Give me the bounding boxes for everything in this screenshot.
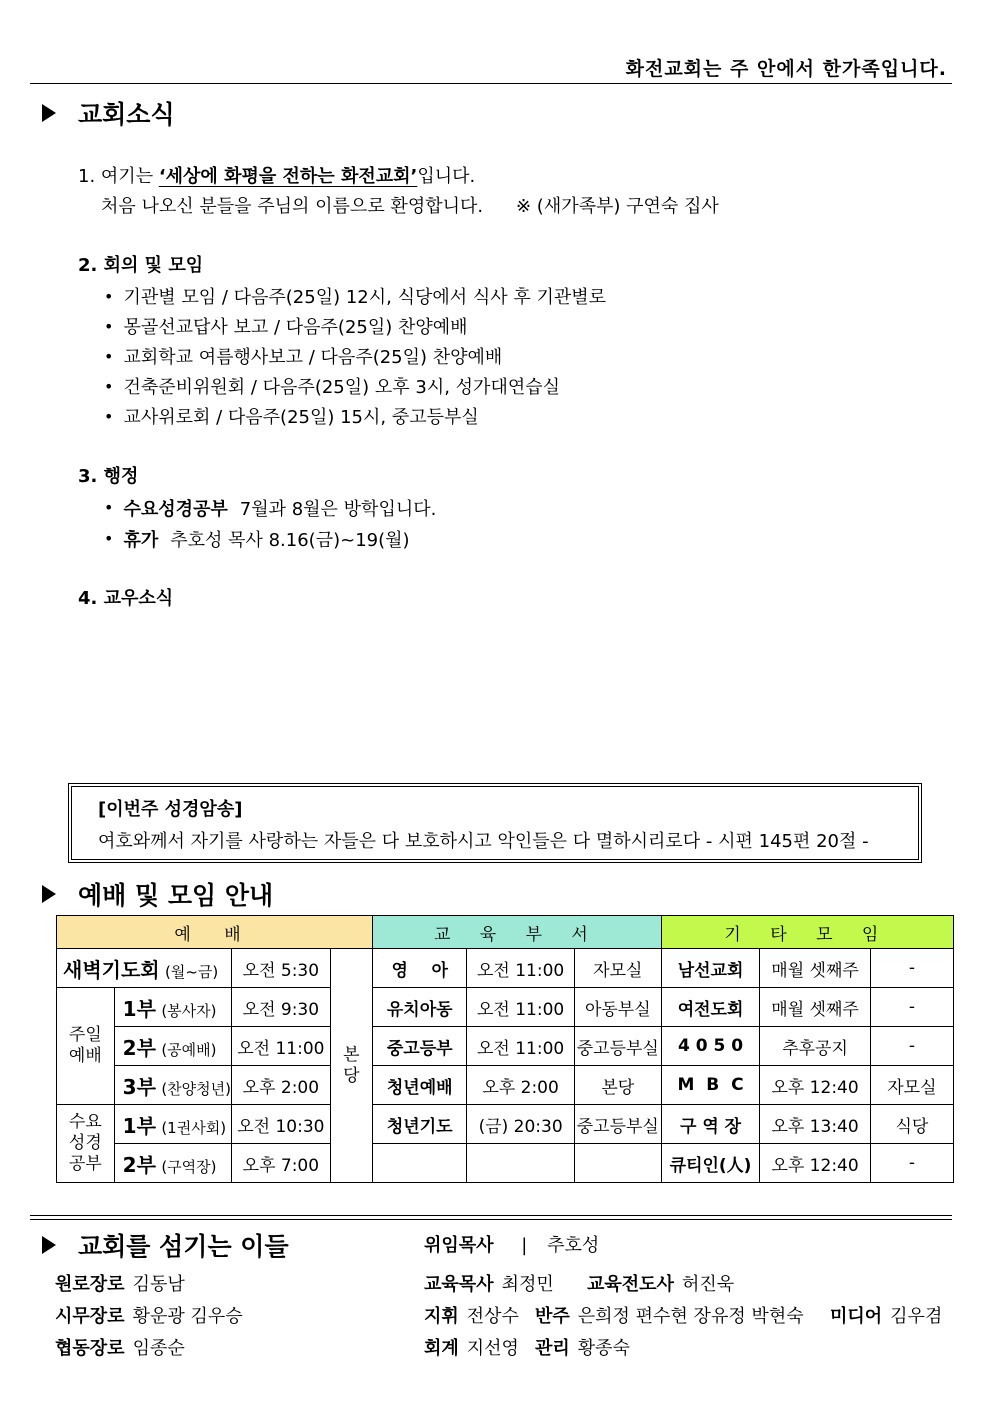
other-name: 큐티인(人) [661, 1144, 760, 1183]
empty-cell [373, 1144, 467, 1183]
welcome-text: 처음 나오신 분들을 주님의 이름으로 환영합니다. [101, 196, 484, 217]
table-row [57, 949, 954, 988]
staff-title: 교회를 섬기는 이들 [78, 1232, 289, 1261]
education-name: 청년예배 [373, 1066, 467, 1105]
other-place: - [870, 1027, 953, 1066]
worship-name: 2부 (공예배) [114, 1027, 231, 1066]
schedule-section-heading [42, 876, 273, 912]
staff-entry: 미디어 김우겸 [830, 1306, 943, 1327]
education-place: 중고등부실 [574, 1027, 661, 1066]
triangle-bullet-icon [42, 1236, 56, 1254]
news-item-1-line2 [101, 192, 483, 218]
other-place: - [870, 949, 953, 988]
other-name: 구 역 장 [661, 1105, 760, 1144]
verse-title: [이번주 성경암송] [98, 799, 243, 820]
staff-entry: 원로장로 김동남 [55, 1274, 185, 1295]
empty-cell [467, 1144, 575, 1183]
footer-divider [30, 1219, 952, 1220]
other-time: 매월 셋째주 [760, 949, 870, 988]
meetings-heading: 2. 회의 및 모임 [78, 255, 204, 276]
news-title: 교회소식 [78, 100, 175, 129]
table-row [57, 1027, 954, 1066]
education-place: 중고등부실 [574, 1105, 661, 1144]
other-place: - [870, 1144, 953, 1183]
list-item: • 건축준비위원회 / 다음주(25일) 오후 3시, 성가대연습실 [104, 376, 560, 398]
list-item: • 휴가 추호성 목사 8.16(금)~19(월) [104, 529, 410, 551]
other-header: 기 타 모 임 [661, 916, 953, 949]
staff-entry: 회계 지선영 [424, 1338, 519, 1359]
triangle-bullet-icon [42, 104, 56, 122]
worship-place: 본 당 [330, 949, 372, 1183]
triangle-bullet-icon [42, 885, 56, 903]
other-place: 자모실 [870, 1066, 953, 1105]
table-row [57, 1066, 954, 1105]
item-text: 입니다. [417, 166, 476, 187]
admin-heading: 3. 행정 [78, 466, 139, 487]
education-name: 영 아 [373, 949, 467, 988]
worship-time: 오후 2:00 [232, 1066, 331, 1105]
worship-name: 새벽기도회 (월~금) [57, 949, 232, 988]
table-header-row [57, 916, 954, 949]
staff-entry: 지휘 전상수 [424, 1306, 519, 1327]
table-row [57, 1144, 954, 1183]
verse-text: 여호와께서 자기를 사랑하는 자들은 다 보호하시고 악인들은 다 멸하시리로다 - 시편 145편 20절 - [98, 831, 869, 852]
welcome-note: ※ (새가족부) 구연숙 집사 [516, 196, 719, 217]
education-header: 교 육 부 서 [373, 916, 662, 949]
staff-entry: 교육목사 최정민 [424, 1274, 554, 1295]
staff-entry: 시무장로 황운광 김우승 [55, 1306, 243, 1327]
education-place: 자모실 [574, 949, 661, 988]
other-name: 여전도회 [661, 988, 760, 1027]
list-item: • 기관별 모임 / 다음주(25일) 12시, 식당에서 식사 후 기관별로 [104, 286, 606, 308]
worship-name: 2부 (구역장) [114, 1144, 231, 1183]
education-time: 오전 11:00 [467, 988, 575, 1027]
education-time: 오전 11:00 [467, 1027, 575, 1066]
list-item: • 교회학교 여름행사보고 / 다음주(25일) 찬양예배 [104, 346, 503, 368]
other-time: 추후공지 [760, 1027, 870, 1066]
education-name: 청년기도 [373, 1105, 467, 1144]
empty-cell [574, 1144, 661, 1183]
education-place: 본당 [574, 1066, 661, 1105]
list-item: • 수요성경공부 7월과 8월은 방학입니다. [104, 498, 437, 520]
wednesday-study-label: 수요 성경 공부 [57, 1105, 115, 1183]
education-time: (금) 20:30 [467, 1105, 575, 1144]
table-row [57, 988, 954, 1027]
other-time: 매월 셋째주 [760, 988, 870, 1027]
other-name: M B C [661, 1066, 760, 1105]
education-name: 유치아동 [373, 988, 467, 1027]
meetings-list [104, 281, 606, 431]
footer-divider [30, 1215, 952, 1216]
education-place: 아동부실 [574, 988, 661, 1027]
staff-section-heading [42, 1227, 289, 1263]
other-place: 식당 [870, 1105, 953, 1144]
memory-verse-box [68, 783, 922, 863]
worship-header: 예 배 [57, 916, 373, 949]
worship-name: 1부 (1권사회) [114, 1105, 231, 1144]
members-news-heading: 4. 교우소식 [78, 588, 174, 609]
schedule-title: 예배 및 모임 안내 [78, 881, 274, 910]
item-text: 여기는 [100, 166, 159, 187]
other-time: 오후 12:40 [760, 1144, 870, 1183]
other-name: 남선교회 [661, 949, 760, 988]
worship-time: 오후 7:00 [232, 1144, 331, 1183]
education-time: 오후 2:00 [467, 1066, 575, 1105]
schedule-table [56, 915, 954, 1183]
staff-entry: 협동장로 임종순 [55, 1338, 185, 1359]
worship-name: 1부 (봉사자) [114, 988, 231, 1027]
staff-entry: 반주 은희정 편수현 장유정 박현숙 [535, 1306, 804, 1327]
worship-time: 오전 9:30 [232, 988, 331, 1027]
church-motto: 화전교회는 주 안에서 한가족입니다. [625, 58, 947, 80]
other-place: - [870, 988, 953, 1027]
admin-list [104, 492, 436, 554]
worship-time: 오전 5:30 [232, 949, 331, 988]
worship-time: 오전 11:00 [232, 1027, 331, 1066]
sunday-worship-label: 주일 예배 [57, 988, 115, 1105]
education-time: 오전 11:00 [467, 949, 575, 988]
other-time: 오후 13:40 [760, 1105, 870, 1144]
news-item-1 [78, 162, 475, 188]
item-number: 1. [78, 166, 96, 187]
list-item: • 몽골선교답사 보고 / 다음주(25일) 찬양예배 [104, 316, 468, 338]
other-time: 오후 12:40 [760, 1066, 870, 1105]
list-item: • 교사위로회 / 다음주(25일) 15시, 중고등부실 [104, 406, 479, 428]
worship-name: 3부 (찬양청년) [114, 1066, 231, 1105]
table-row [57, 1105, 954, 1144]
senior-pastor: 위임목사 | 추호성 [424, 1235, 600, 1256]
other-name: 4 0 5 0 [661, 1027, 760, 1066]
education-name: 중고등부 [373, 1027, 467, 1066]
worship-time: 오전 10:30 [232, 1105, 331, 1144]
staff-entry: 관리 황종숙 [535, 1338, 630, 1359]
staff-entry: 교육전도사 허진욱 [587, 1274, 735, 1295]
header-divider [30, 83, 952, 84]
church-slogan: ‘세상에 화평을 전하는 화전교회’ [158, 166, 418, 187]
news-section-heading [42, 95, 175, 131]
